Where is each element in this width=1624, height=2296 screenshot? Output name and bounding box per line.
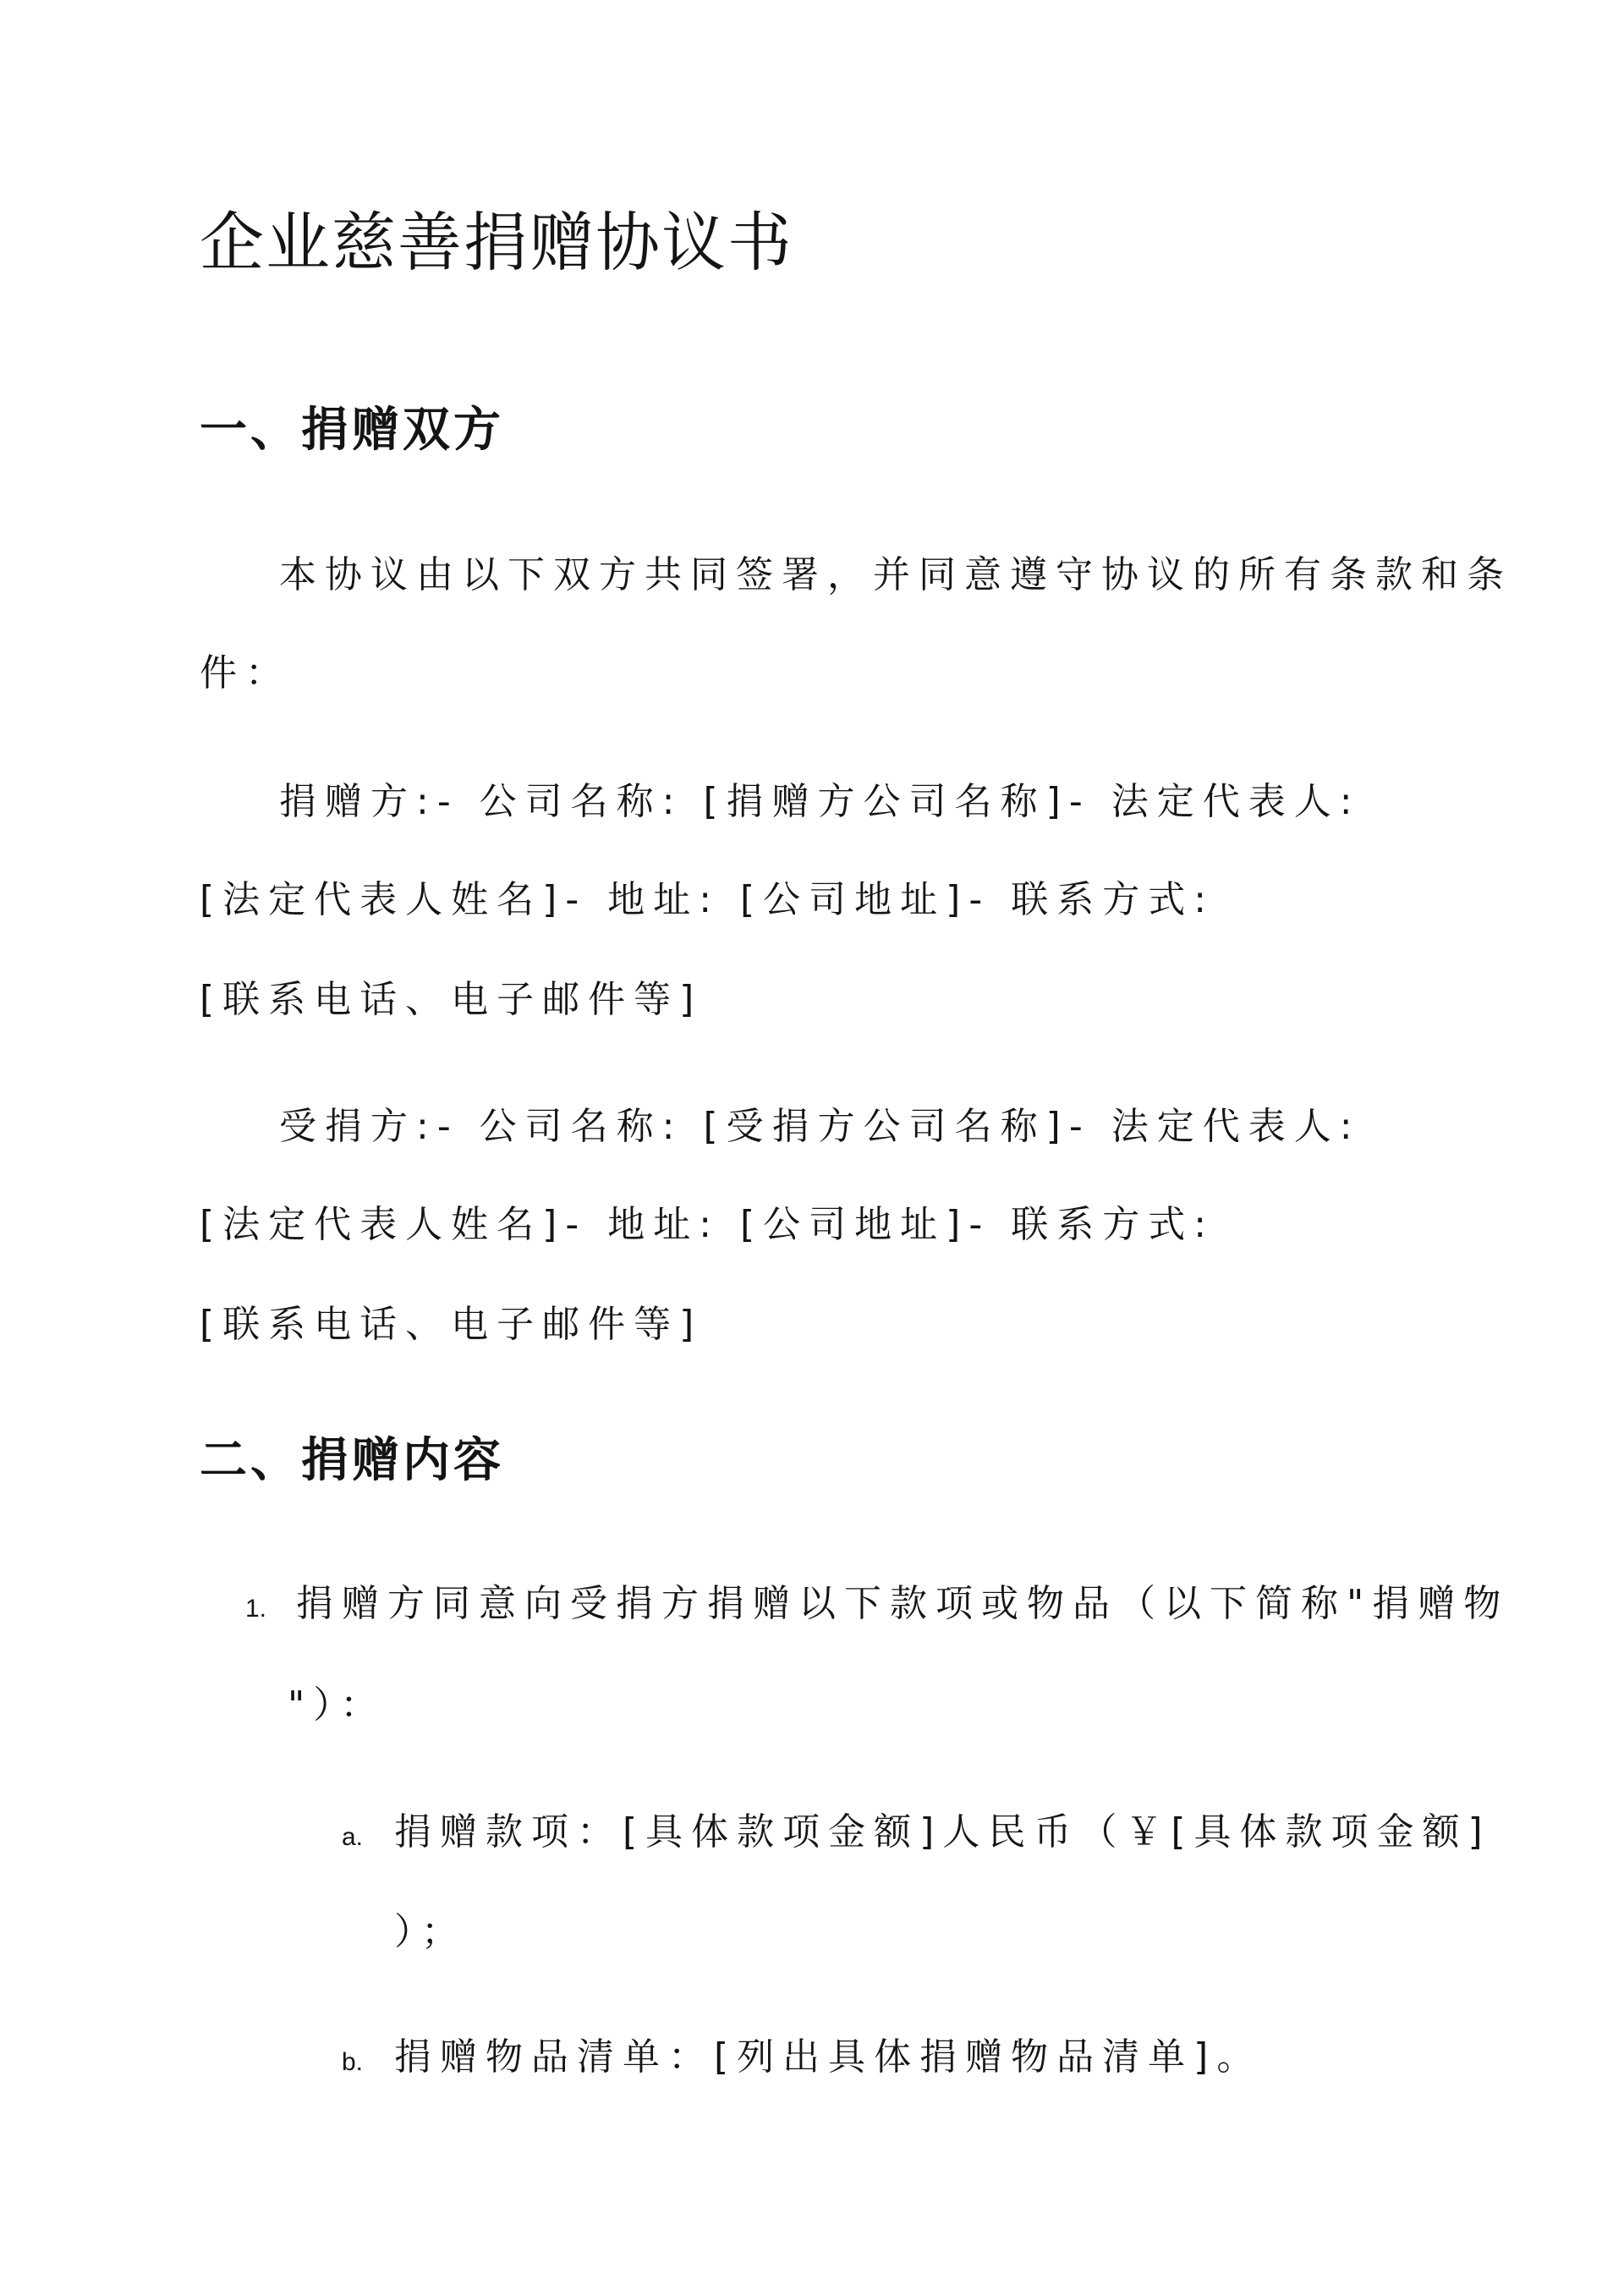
intro-line-2: 件： (200, 651, 291, 695)
section-2-heading: 二、捐赠内容 (200, 1432, 504, 1488)
list-marker-b: b. (342, 2048, 364, 2076)
sub-item-a-line-1: 捐赠款项：[具体款项金额]人民币（￥[具体款项金额] (394, 1810, 1491, 1854)
donor-line-1: 捐赠方:- 公司名称: [捐赠方公司名称]- 法定代表人: (279, 780, 1361, 823)
section-1-heading: 一、捐赠双方 (200, 402, 504, 458)
sub-item-a-line-2: ）； (394, 1910, 467, 1953)
donee-line-2: [法定代表人姓名]- 地址: [公司地址]- 联系方式: (200, 1203, 1215, 1246)
sub-item-b-line-1: 捐赠物品清单：[列出具体捐赠物品清单]。 (394, 2035, 1263, 2079)
donee-line-1: 受捐方:- 公司名称: [受捐方公司名称]- 法定代表人: (279, 1105, 1361, 1148)
donee-line-3: [联系电话、电子邮件等] (200, 1303, 703, 1346)
item-1-line-2: "）： (288, 1684, 387, 1727)
document-title: 企业慈善捐赠协议书 (200, 205, 793, 280)
intro-line-1: 本协议由以下双方共同签署，并同意遵守协议的所有条款和条 (279, 553, 1512, 596)
list-marker-a: a. (342, 1823, 364, 1851)
list-marker-1: 1. (245, 1595, 267, 1623)
donor-line-2: [法定代表人姓名]- 地址: [公司地址]- 联系方式: (200, 878, 1215, 921)
donor-line-3: [联系电话、电子邮件等] (200, 978, 703, 1021)
item-1-line-1: 捐赠方同意向受捐方捐赠以下款项或物品（以下简称"捐赠物 (296, 1582, 1510, 1625)
